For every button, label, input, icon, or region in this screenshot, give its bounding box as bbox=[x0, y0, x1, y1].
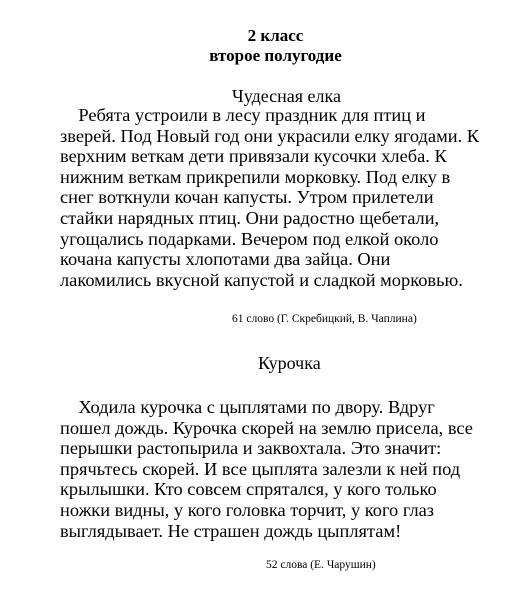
text-line: пошел дождь. Курочка скорей на землю присела, все bbox=[60, 417, 473, 438]
story-text bbox=[60, 105, 479, 290]
text-line: стайки нарядных птиц. Они радостно щебетали, bbox=[60, 207, 440, 228]
text-line: ножки видны, у кого головка торчит, у кого глаз bbox=[60, 499, 435, 520]
text-line: выглядывает. Не страшен дождь цыплятам! bbox=[60, 520, 402, 541]
word-count-credit: 61 слово (Г. Скребицкий, В. Чаплина) bbox=[232, 313, 417, 325]
story-title: Чудесная елка bbox=[232, 86, 341, 106]
text-line: прячьтесь скорей. И все цыплята залезли к ней под bbox=[60, 458, 461, 479]
text-line: лакомились вкусной капустой и сладкой морковью. bbox=[60, 269, 463, 290]
word-count-credit: 52 слова (Е. Чарушин) bbox=[266, 559, 376, 571]
text-line: Ребята устроили в лесу праздник для птиц и bbox=[60, 105, 426, 125]
term-heading: второе полугодие bbox=[209, 46, 342, 65]
text-line: нижним веткам прикрепили морковку. Под елку в bbox=[60, 166, 451, 187]
text-line: перышки растопырила и заквохтала. Это значит: bbox=[60, 438, 442, 459]
text-line: крылышки. Кто совсем спрятался, у кого только bbox=[60, 479, 437, 500]
story-text bbox=[60, 397, 473, 541]
text-line: верхним веткам дети привязали кусочки хлеба. К bbox=[60, 146, 447, 167]
text-line: угощались подарками. Вечером под елкой около bbox=[60, 228, 439, 249]
story-title: Курочка bbox=[258, 353, 321, 373]
text-line: кочана капусты хлопотами два зайца. Они bbox=[60, 249, 391, 270]
grade-heading: 2 класс bbox=[247, 26, 304, 45]
text-line: зверей. Под Новый год они украсили елку ягодами. К bbox=[60, 125, 480, 146]
text-line: снег воткнули кочан капусты. Утром прилетели bbox=[60, 187, 434, 208]
text-line: Ходила курочка с цыплятами по двору. Вдруг bbox=[60, 397, 435, 417]
